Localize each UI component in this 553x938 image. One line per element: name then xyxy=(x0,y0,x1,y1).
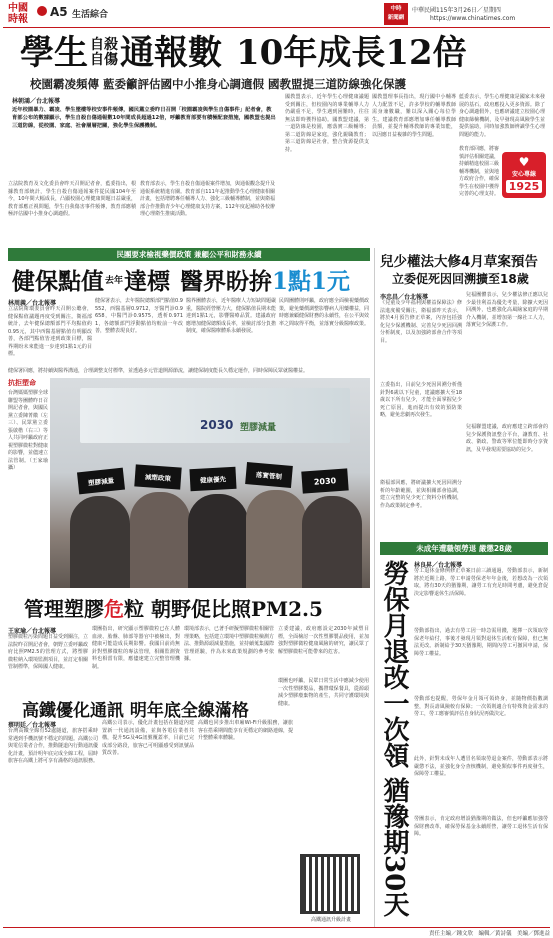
photo-sign-5: 2030 xyxy=(301,468,348,493)
story4-body-2: 高鐵公司表示，優化計畫包括在隧道內建置新一代通訊設備，並與各電信業者共構，提升5G及4G訊號覆蓋率，目前已完成部分路段，旅客已可明顯感受到訊號品質改善。 xyxy=(102,720,194,756)
masthead-rule xyxy=(3,27,550,28)
dateline: 中華民國115年3月26日／星期四 xyxy=(412,7,501,14)
story1-body-4: 國教盟理事長指出，現行國中小輔導人力配置不足，許多學校的輔導教師需身兼數職，難以深入關心每位學生。建議教育部應增加專任輔導教師員額，並提升輔導教師的專業知能，以因應日益複雜的學生問題。 xyxy=(372,94,456,138)
photo-caption: 台灣媽媽塑膠全球聯盟等團體昨日召開記者會，與國民黨立委陳菁徽（左三）、民眾黨立委張啟楷（右三）等人共同呼籲政府正視塑膠微粒對健康的影響，並儘速立法管制。（王家瑜攝） xyxy=(8,390,49,471)
photo-backdrop-banner xyxy=(80,388,350,443)
story1-headline xyxy=(20,32,545,74)
story5-rule xyxy=(374,248,375,928)
photo-banner-right: 塑膠減量 xyxy=(240,423,277,433)
story1-body-2: 教育部表示，學生自殺自傷通報案件增加，與通報觀念提升及通報系統精進有關。教育部自111年起推動學生心理健康相關計畫，包括增聘專任輔導人力、強化三級輔導體制，並與衛福部合作推動青少年心理健康支持方案，112年度起補助各校辦理心理衛生推廣活動。 xyxy=(140,181,276,217)
story6-body-4: 此外，針對未成年人遭冒名領取勞退金案件，勞動部表示將嚴懲不法，並強化身分查核機制，避免類似事件再度發生，保障勞工權益。 xyxy=(414,756,548,777)
headline-small-1: 自殺 xyxy=(90,37,118,53)
story5-body-4: 兒福團體表示，兒少權法修正應以兒少最佳利益為優先考量，除擴大死因回溯外，也應強化高風險家庭的早期介入機制，並增加第一線社工人力，落實兒少保護工作。 xyxy=(466,292,548,328)
story1-lead-box xyxy=(8,94,280,178)
section-name: 生活綜合 xyxy=(72,10,109,20)
section-badge xyxy=(37,6,47,16)
photo-sign-4: 落實管制 xyxy=(245,462,293,488)
masthead xyxy=(0,0,553,28)
story3-headline xyxy=(24,594,369,620)
story6-body-1: 勞工退休金條例修正草案日前三讀通過，勞動部表示，新制將於近期上路，勞工申請勞保老年年金後，若想改為一次領取，將有30天的猶豫期，讓勞工有充足時間考慮，避免倉促決定影響退休生活保障。 xyxy=(414,568,548,597)
hotline-title: 安心專線 xyxy=(511,171,536,178)
footer-rule xyxy=(3,927,550,928)
photo-caption-box xyxy=(8,378,48,588)
story2-body-4: 民間團體則呼籲，政府應全面檢視藥價政策，避免藥價調整影響病人用藥權益，同時應兼顧健保財務的永續性，在公平與效率之間取得平衡，並落實分級醫療政策。 xyxy=(279,298,370,327)
story5-body-5: 兒福聯盟建議，政府應建立跨部會的兒少保護資訊整合平台，讓教育、社政、衛政、警政等單位能即時分享資訊，及早發現需要協助的兒少。 xyxy=(466,424,548,453)
right-logo-bottom: 新聞網 xyxy=(387,15,405,21)
story2-headline xyxy=(12,263,367,295)
story1-lead: 近年校園暴力、霸凌、學生墜樓等校安事件頻傳，國民黨立委昨日召開「校園霸凌與學生自傷事件」記者會，教育部公布的數據顯示，學生自殺自傷通報數10年間成長超過12倍，呼籲教育部要有積極配套措施，國教盟也提出三道防線，從校園、家庭、社會層層把關，強化學生保護機制。 xyxy=(12,107,276,129)
story5-headline: 兒少權法大修4月草案預告 xyxy=(380,254,538,270)
story5-byline-text: 李忠昌／台北報導 xyxy=(380,294,429,301)
photo-people-1 xyxy=(70,496,130,588)
story5-body-3: 衛福部回應，將研議擴大死因回溯分析的年齡範圍，並與相關部會協調，建立完整的兒少死亡資料分析機制，作為政策制定參考。 xyxy=(380,480,462,509)
story6-body-2: 勞動部指出，過去有勞工因一時急需用錢，選擇一次領取勞保老年給付，事後才發現月領對退休生活較有保障，但已無法更改。新制給予30天猶豫期，期間內勞工可撤回申請，保障勞工權益。 xyxy=(414,628,548,657)
story3-headline-b: 粒 朝野促比照PM2.5 xyxy=(124,596,323,621)
newspaper-logo xyxy=(3,3,33,25)
story6-banner: 未成年遭職領勞退 嚴懲28歲 xyxy=(380,542,548,555)
story3-body-4: 立委建議，政府應設定2030年減塑目標，全面檢討一次性塑膠製品使用，並加強對塑膠微粒健康風險的研究，讓民眾了解塑膠微粒可能帶來的危害。 xyxy=(278,626,369,655)
story4-byline-text: 蔡明廷／台北報導 xyxy=(8,722,57,729)
story3-body-5: 環團也呼籲，民眾日常生活中應減少使用一次性塑膠製品，攜帶環保餐具，從源頭減少塑膠廢棄物的產生，共同守護環境與健康。 xyxy=(278,678,369,707)
photo-people-2 xyxy=(130,492,190,588)
story3-body-2: 環團指出，研究顯示塑膠微粒已在人體血液、胎盤、肺部等器官中被檢出，對健康可能造成長期影響。我國目前尚無針對塑膠微粒的專法管理，相關監測資料也相當有限，應儘速建立完整管理機制。 xyxy=(92,626,180,670)
story2-banner: 民團要求檢視藥價政策 兼顧公平和財務永續 xyxy=(8,248,370,261)
photo-sign-3: 健康優先 xyxy=(189,467,236,491)
story2-headline-c: 醫界盼拚 xyxy=(180,267,273,295)
story2-headline-small: 去年 xyxy=(105,275,124,286)
story1-body-6: 教育部回應，將審慎評估相關建議，持續精進校園三級輔導機制，並與地方政府合作，確保學生在校園中獲得完善的心理支持。 xyxy=(459,146,500,197)
hotline-badge xyxy=(502,152,546,198)
story3-body-1: 塑膠微粒污染問題日益受到關注，立法院昨召開記者會，朝野立委呼籲政府比照PM2.5的管理方式，將塑膠微粒納入環境監測項目，並訂定相關管制標準，保障國人健康。 xyxy=(8,634,89,670)
story3-headline-a: 管理塑膠 xyxy=(24,596,104,621)
story4-body-1: 台灣高鐵全線有52處隧道，旅客搭乘時常遇到手機訊號不穩定的問題。高鐵公司與電信業者合作，推動隧道內行動通訊優化計畫，預計明年底完成全線工程，屆時旅客在高鐵上將可享有滿格的通訊服務。 xyxy=(8,728,99,764)
story1-body-5: 藍委表示，學生心理健康是國家未來發展的基石，政府應投入更多資源。除了身心調適假外，也應研議建立校園心理健康篩檢機制，及早發現高風險學生並提供協助，同時加強教師辨識學生心理問題的能力。 xyxy=(459,94,545,138)
story2-body-3: 醫界團體表示，近年醫療人力短缺問題嚴重，醫院經營壓力大，健保點值長期未能達到1點1元，影響醫療品質。建議政府應增加健保總額成長率，並檢討部分負擔制度，確保醫療體系永續發展。 xyxy=(186,298,277,334)
headline-small-2: 自傷 xyxy=(90,52,118,68)
qr-label: 高鐵通訊升級計畫 xyxy=(310,917,351,923)
story2-body-5: 健保署回應，將持續與醫界溝通，合理調整支付標準，並透過多元管道開源節流，讓健保制度能長久穩定運作，同時保障民眾就醫權益。 xyxy=(8,368,309,374)
story4-headline: 高鐵優化通訊 明年底全線滿格 xyxy=(22,701,249,721)
qr-code[interactable] xyxy=(300,854,360,914)
story2-body-2: 健保署表示，去年醫院總額部門點值0.9552，西醫基層0.9712，牙醫門診0.9658，中醫門診0.9575，透析0.9711，各總額部門浮動點值均較前一年改善，整體表現良好。 xyxy=(95,298,183,334)
story5-body-2: 立委指出，目前兒少死因回溯分析僅針對6歲以下兒童，建議應擴大至18歲以下所有兒少，才能全面掌握兒少死亡原因，進而提出有效的預防策略，避免悲劇再次發生。 xyxy=(380,382,462,418)
headline-small-block xyxy=(90,38,118,68)
headline-part-b: 通報數 xyxy=(120,33,222,73)
story1-body-3: 國教盟表示，近年學生心理健康議題受到關注，但校園內的專業輔導人力仍嚴重不足，學生遇到困難時，往往無法即時獲得協助。國教盟建議，第一道防線是校園，應落實三級輔導；第二道防線是家庭，強化親職教育；第三道防線是社會，整合資源提供支持。 xyxy=(285,94,369,153)
photo-people-4 xyxy=(246,490,306,588)
headline-part-c: 10年成長12倍 xyxy=(236,33,467,73)
story5-body-1: 《兒童及少年福利與權益保障法》修法進度備受關注，衛福部昨天表示，將於4月預告修正草案，內容包括強化兒少保護機制、完善兒少死因回溯分析制度，以及加強跨部會合作等項目。 xyxy=(380,300,462,344)
photo-people-5 xyxy=(302,496,362,588)
story6-body-5: 勞團表示，肯定政府增設猶豫期的做法，但也呼籲應加強勞保財務改革，確保勞保基金永續經營，讓勞工退休生活有保障。 xyxy=(414,816,548,837)
footer-credits: 責任主編／鍾文欣 編輯／黃詩儀 美編／鄧進益 xyxy=(428,931,550,937)
story1-subhead: 校園霸凌頻傳 藍委籲評估國中小推身心調適假 國教盟提三道防線強化保護 xyxy=(30,77,407,91)
logo-top: 中國 xyxy=(8,3,28,14)
right-logo-top: 中時 xyxy=(390,6,402,12)
story3-byline-text: 王家瑜／台北報導 xyxy=(8,628,57,635)
story3-headline-red: 危 xyxy=(104,596,124,621)
story5-subhead: 立委促死因回溯擴至18歲 xyxy=(392,272,529,286)
logo-bottom: 時報 xyxy=(8,14,28,25)
photo-sign-1: 塑膠減量 xyxy=(77,468,125,495)
photo-banner-left: 2030 xyxy=(200,418,234,432)
story6-headline-vertical: 勞保月退改一次領 猶豫期30天 xyxy=(379,560,409,918)
story4-body-3: 高鐵也同步推出車廂Wi-Fi升級服務，讓旅客在搭乘期間能享有更穩定的網路連線，提升整體乘車體驗。 xyxy=(198,720,294,741)
right-logo xyxy=(384,3,408,25)
story2-byline-text: 林周義／台北報導 xyxy=(8,300,57,307)
story2-headline-a: 健保點值 xyxy=(12,267,104,295)
photo-sign-2: 減塑政策 xyxy=(134,464,181,489)
photo-caption-title: 抗拒塑命 xyxy=(8,379,36,387)
story3-body-3: 環境部表示，已著手研擬塑膠微粒相關管理策略，包括建立環境中塑膠微粒檢測方法、推動源頭減量措施，並持續蒐集國際管理經驗，作為未來政策規劃的參考依據。 xyxy=(184,626,275,662)
photo-people-3 xyxy=(188,494,248,588)
story6-body-3: 勞動部也提醒，勞保年金月領可領終身，並隨物價指數調整，對長壽風險較有保障；一次領則適合有特殊資金需求的勞工，勞工應審慎評估自身狀況再做決定。 xyxy=(414,696,548,717)
hotline-heart-icon: ♥ xyxy=(518,155,530,169)
story2-headline-d: 1點1元 xyxy=(272,267,351,295)
story1-body-1: 立法院教育及文化委員會昨天召開記者會，藍委指出，根據教育部統計，學生自殺自傷通報案件從民國104年至今，10年間大幅成長，凸顯校園心理健康問題日益嚴重，教育部應正視問題，學生自我傷害事件頻傳，教育部應積極評估國中小推身心調適假。 xyxy=(8,181,136,217)
website-url[interactable]: https://www.chinatimes.com xyxy=(430,15,516,22)
story2-headline-b: 達標 xyxy=(124,267,171,295)
hotline-number: 1925 xyxy=(506,180,542,193)
story2-body-1: 立法院衛環委員會昨天召開公聽會，健保點值議題再度受到關注。衛福部統計，去年健保總額部門平均點值約0.95元，其中西醫基層點值有明顯改善，各部門點值皆達到政策目標，醫界期盼未來能進一步達到1點1元的目標。 xyxy=(8,306,92,357)
story1-byline: 林朝鴻／台北報導 xyxy=(12,98,61,105)
section-number: A5 xyxy=(50,5,68,19)
protest-photo xyxy=(50,378,370,588)
headline-part-a: 學生 xyxy=(20,33,88,73)
story6-byline-text: 林良昇／台北報導 xyxy=(414,562,463,569)
